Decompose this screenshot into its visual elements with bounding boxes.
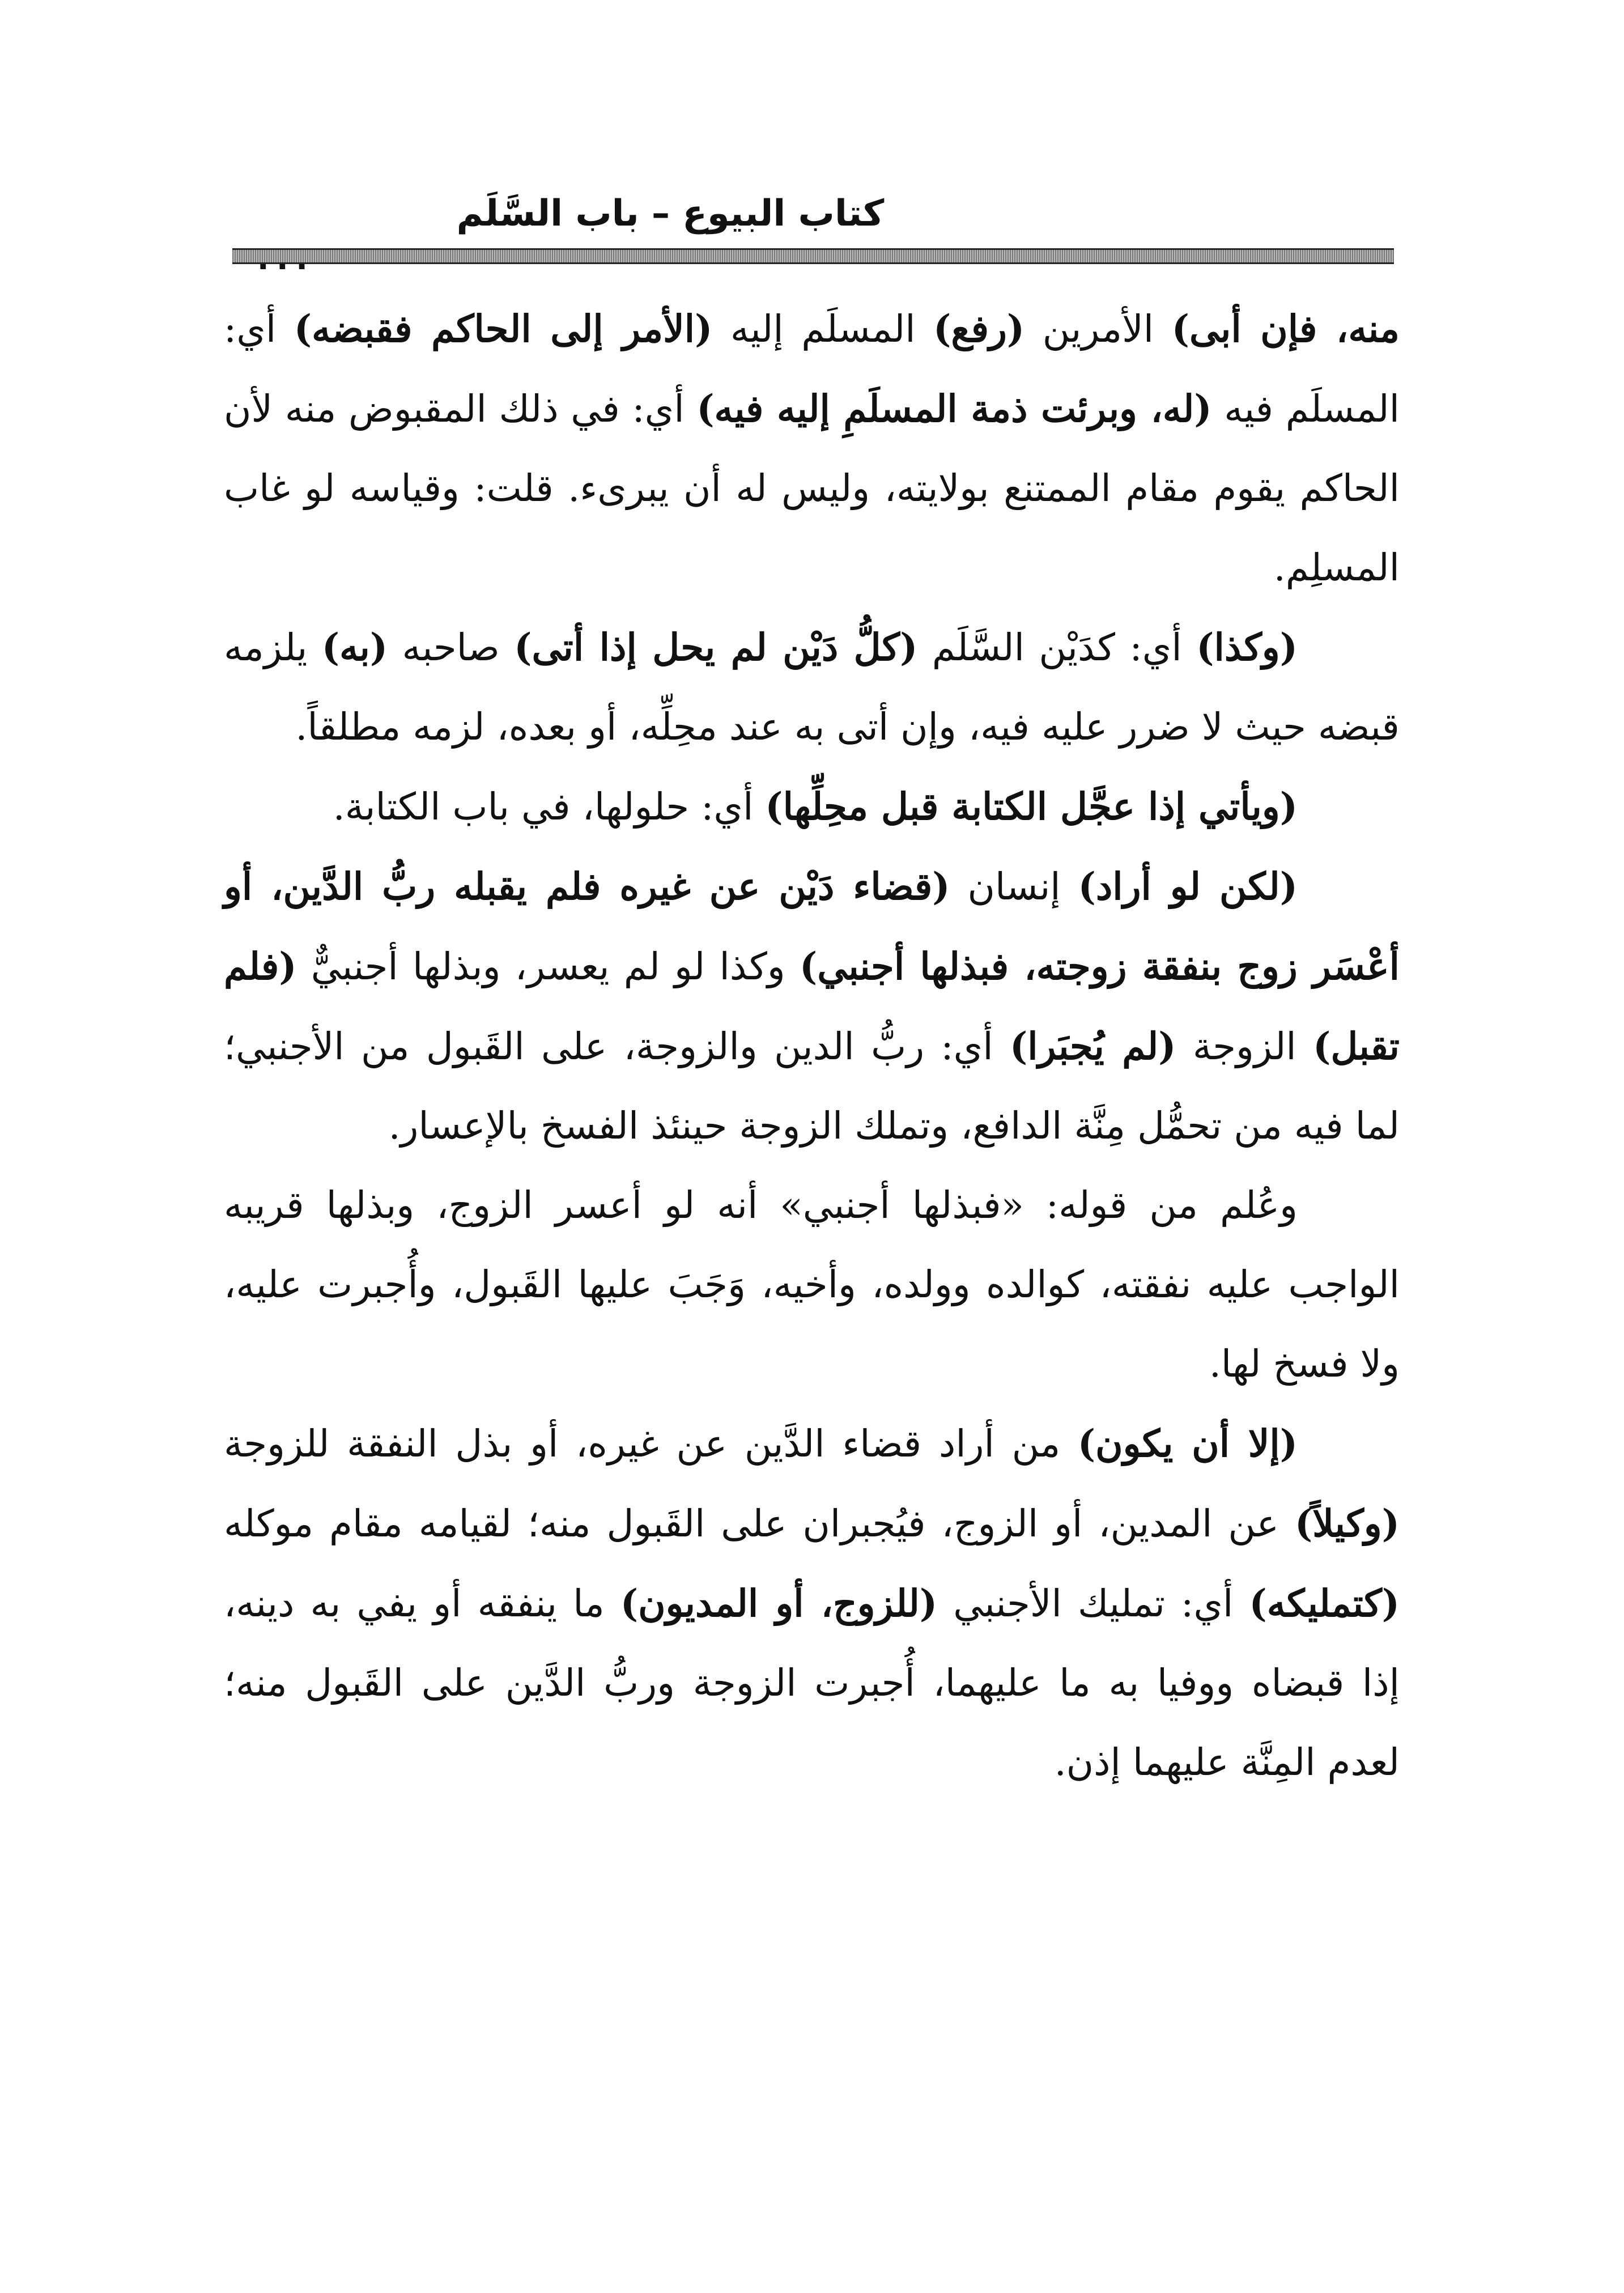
matn-text: (كتمليكه) <box>1249 1581 1400 1625</box>
matn-text: (له، وبرئت ذمة المسلَمِ إليه فيه) <box>696 387 1212 431</box>
page-header <box>0 193 1624 283</box>
paragraph <box>224 1166 1400 1404</box>
commentary-text: أي: ربُّ الدين والزوجة، على القَبول من الأجنبي؛ لما فيه من تحمُّل مِنَّة الدافع، وتملك الزوجة حينئذ الفسخ بالإعسار. <box>224 1025 1400 1148</box>
page-body <box>224 289 1400 1802</box>
commentary-text: يلزمه قبضه حيث لا ضرر عليه فيه، وإن أتى به عند محِلِّه، أو بعده، لزمه مطلقاً. <box>224 626 1400 749</box>
commentary-text: أي: في ذلك المقبوض منه لأن الحاكم يقوم مقام الممتنع بولايته، وليس له أن يبرىء. قلت: وقياسه لو غاب المسلِم. <box>224 387 1400 589</box>
running-header-title: كتاب البيوع – باب السَّلَم <box>456 193 885 235</box>
matn-text: (لكن لو أراد) <box>1078 864 1298 908</box>
matn-text: (للزوج، أو المديون) <box>620 1581 938 1625</box>
commentary-text: أي: كدَيْن السَّلَم <box>917 626 1197 669</box>
matn-text: (فلم تقبل) <box>224 944 1400 1068</box>
commentary-text: صاحبه <box>388 626 515 669</box>
paragraph <box>224 289 1400 608</box>
matn-text: (إلا أن يكون) <box>1077 1421 1298 1466</box>
commentary-text: وكذا لو لم يعسر، وبذلها أجنبيٌّ <box>296 945 800 988</box>
paragraph <box>224 1404 1400 1802</box>
matn-text: (كلُّ دَيْن لم يحل إذا أتى) <box>514 625 918 669</box>
commentary-text: أي: تمليك الأجنبي <box>937 1582 1249 1625</box>
commentary-text: أي: المسلَم فيه <box>224 307 1400 431</box>
commentary-text: ما ينفقه أو يفي به دينه، إذا قبضاه ووفيا به ما عليهما، أُجبرت الزوجة وربُّ الدَّين على القَبول منه؛ لعدم المِنَّة عليهما إذن. <box>224 1582 1400 1784</box>
commentary-text: وعُلم من قوله: «فبذلها أجنبي» أنه لو أعسر الزوج، وبذلها قريبه الواجب عليه نفقته، كوالده وولده، وأخيه، وَجَبَ عليها القَبول، وأُجبرت عليه، ولا فسخ لها. <box>224 1183 1400 1386</box>
commentary-text: الأمرين <box>1024 307 1172 351</box>
commentary-text: عن المدين، أو الزوج، فيُجبران على القَبول منه؛ لقيامه مقام موكله <box>224 1502 1295 1545</box>
header-divider <box>232 248 1394 264</box>
paragraph <box>224 847 1400 1166</box>
matn-text: (الأمر إلى الحاكم فقبضه) <box>294 307 713 351</box>
matn-text: (رفع) <box>933 307 1025 351</box>
matn-text: (وكيلاً) <box>1294 1501 1400 1545</box>
matn-text: (به) <box>321 625 388 669</box>
commentary-text: الزوجة <box>1176 1025 1313 1068</box>
matn-text: (قضاء دَيْن عن غيره فلم يقبله ربُّ الدَّين، أو أعْسَر زوج بنفقة زوجته، فبذلها أجنبي) <box>224 864 1400 988</box>
matn-text: (ويأتي إذا عجَّل الكتابة قبل محِلِّها) <box>765 784 1298 829</box>
paragraph <box>224 767 1400 847</box>
matn-text: (وكذا) <box>1196 625 1298 669</box>
commentary-text: المسلَم إليه <box>712 307 934 351</box>
matn-text: (لم يُجبَرا) <box>1010 1024 1176 1068</box>
paragraph <box>224 608 1400 767</box>
commentary-text: من أراد قضاء الدَّين عن غيره، أو بذل النفقة للزوجة <box>224 1422 1078 1466</box>
commentary-text: إنسان <box>950 865 1078 908</box>
matn-text: منه، فإن أبى) <box>1171 307 1400 351</box>
commentary-text: أي: حلولها، في باب الكتابة. <box>333 785 766 829</box>
